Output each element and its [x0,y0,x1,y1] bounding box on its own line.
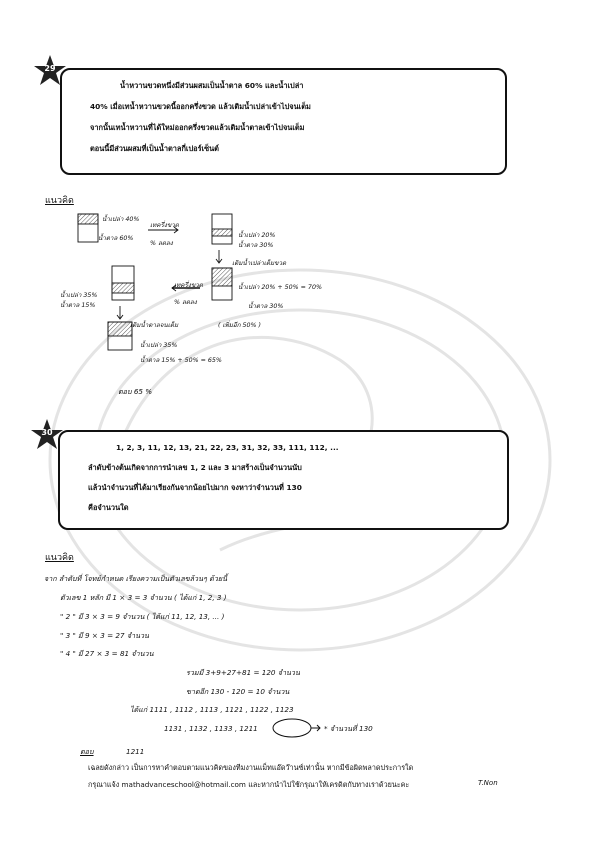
diagram-label: เติมน้ำตาลจนเต็ม [130,322,179,329]
diagram-label: น้ำเปล่า 35% [60,292,98,299]
diagram-label: น้ำตาล 15% [60,302,96,309]
diagram-label: น้ำตาล 30% [248,303,284,310]
sequence-line: 1, 2, 3, 11, 12, 13, 21, 22, 23, 31, 32, 33, 111, 112, ... [116,443,339,452]
solution-heading: แนวคิด [45,553,74,563]
question-line: 40% เมื่อเทน้ำหวานขวดนี้ออกครึ่งขวด แล้วเติมน้ำเปล่าเข้าไปจนเต็ม [90,102,311,111]
diagram-label: ( เพิ่มอีก 50% ) [218,322,261,329]
diagram-label: น้ำตาล 30% [238,242,274,249]
circle-mark [272,715,322,741]
signature: T.Non [478,779,498,787]
answer: ตอบ 65 % [118,387,153,396]
footer-line: เฉลยดังกล่าว เป็นการหาคำตอบตามแนวคิดของทีมงานแม็ทแอ๊ดว๊านซ์เท่านั้น หากมีข้อผิดพลาดประการใด [88,763,414,772]
problem-number: 30 [41,428,53,437]
answer-label: ตอบ [80,747,94,756]
work-line: * จำนวนที่ 130 [324,724,373,733]
work-line: จาก ลำดับที่ โจทย์กำหนด เรียงความเป็นตัวเลขล้วนๆ ด้วยนี้ [44,574,227,583]
question-line: แล้วนำจำนวนที่ได้มาเรียงกันจากน้อยไปมาก จงหาว่าจำนวนที่ 130 [88,483,302,492]
work-line: ตัวเลข 1 หลัก มี 1 × 3 = 3 จำนวน ( ได้แก่ 1, 2, 3 ) [60,593,227,602]
solution-heading: แนวคิด [45,196,74,206]
question-line: คือจำนวนใด [88,503,129,512]
question-line: น้ำหวานขวดหนึ่งมีส่วนผสมเป็นน้ำตาล 60% และน้ำเปล่า [120,81,304,90]
diagram-label: เติมน้ำเปล่าเต็มขวด [232,260,287,267]
question-line: จากนั้นเทน้ำหวานที่ได้ใหม่ออกครึ่งขวดแล้วเติมน้ำตาลเข้าไปจนเต็ม [90,123,305,132]
question-line: ตอนนี้มีส่วนผสมที่เป็นน้ำตาลกี่เปอร์เซ็นต์ [90,144,219,153]
diagram-label: % ลดลง [174,299,197,306]
work-line: 1131 , 1132 , 1133 , 1211 [164,724,258,733]
diagram-label: น้ำเปล่า 35% [140,342,178,349]
diagram-label: น้ำเปล่า 20% + 50% = 70% [238,284,322,291]
work-line: รวมมี 3+9+27+81 = 120 จำนวน [186,668,300,677]
diagram-label: เทครึ่งขวด [174,282,203,289]
work-line: " 2 " มี 3 × 3 = 9 จำนวน ( ได้แก่ 11, 12, 13, ... ) [60,612,225,621]
footer-line: กรุณาแจ้ง mathadvanceschool@hotmail.com และหากนำไปใช้กรุณาให้เครดิตกับทางเราด้วยนะคะ [88,780,410,789]
diagram-label: น้ำเปล่า 40% [102,216,140,223]
diagram-label: เทครึ่งขวด [150,222,179,229]
diagram-label: น้ำตาล 60% [98,235,134,242]
problem-number: 29 [44,64,56,73]
question-line: ลำดับข้างต้นเกิดจากการนำเลข 1, 2 และ 3 มาสร้างเป็นจำนวนนับ [88,463,302,472]
work-line: ได้แก่ 1111 , 1112 , 1113 , 1121 , 1122 , 1123 [130,705,294,714]
work-line: " 3 " มี 9 × 3 = 27 จำนวน [60,631,149,640]
diagram-label: น้ำตาล 15% + 50% = 65% [140,357,222,364]
work-line: ขาดอีก 130 - 120 = 10 จำนวน [186,687,290,696]
diagram-label: น้ำเปล่า 20% [238,232,276,239]
diagram-label: % ลดลง [150,240,173,247]
work-line: " 4 " มี 27 × 3 = 81 จำนวน [60,649,154,658]
answer-value: 1211 [126,747,145,756]
